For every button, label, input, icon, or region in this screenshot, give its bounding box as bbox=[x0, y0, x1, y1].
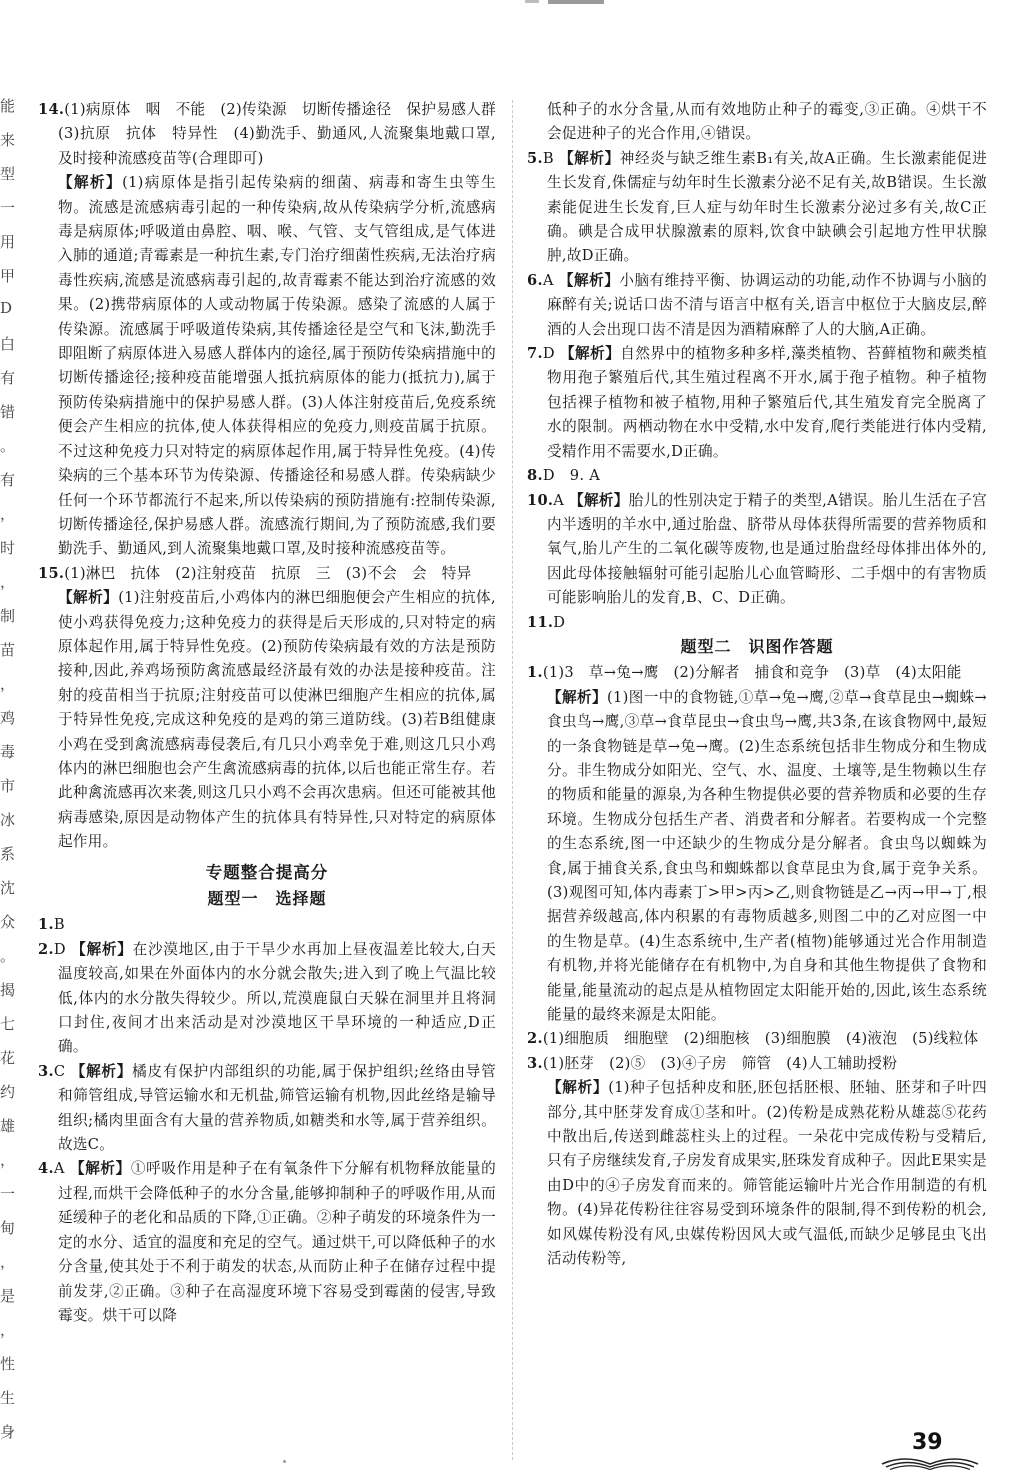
analysis-text: 神经炎与缺乏维生素B₁有关,故A正确。生长激素能促进生长发育,侏儒症与幼年时生长激素分泌不足有关,故B错误。生长激素能促进生长发育,巨人症与幼年时生长激素分泌过多有关,故C正确。碘是合成甲状腺激素的原料,饮食中缺碘会引起地方性甲状腺肿,故D正确。 bbox=[547, 149, 987, 265]
analysis-tag: 【解析】 bbox=[70, 1062, 133, 1080]
answer-text: (1)细胞质 细胞壁 (2)细胞核 (3)细胞膜 (4)液泡 (5)线粒体 bbox=[542, 1030, 979, 1048]
item-number: 2. bbox=[38, 940, 54, 958]
analysis-paragraph bbox=[527, 686, 987, 1028]
analysis-tag: 【解析】 bbox=[69, 1160, 131, 1178]
edge-char: 沈 bbox=[0, 879, 16, 897]
analysis-paragraph bbox=[38, 586, 496, 854]
left-column bbox=[38, 98, 511, 1328]
edge-char: 一 bbox=[0, 1185, 16, 1203]
edge-char: 是 bbox=[0, 1287, 16, 1305]
section-title: 专题整合提高分 bbox=[205, 862, 329, 882]
edge-char: 系 bbox=[0, 845, 16, 863]
answer-text: A bbox=[553, 491, 565, 509]
edge-char: 揭 bbox=[0, 981, 16, 999]
item-number: 15. bbox=[38, 564, 65, 582]
edge-char: ， bbox=[0, 675, 16, 693]
edge-char: 用 bbox=[0, 233, 16, 251]
edge-char: 甸 bbox=[0, 1219, 16, 1237]
edge-char: 七 bbox=[0, 1015, 16, 1033]
edge-char: 能 bbox=[0, 97, 16, 115]
answer-item bbox=[527, 269, 987, 342]
edge-char: 生 bbox=[0, 1389, 16, 1407]
edge-char: 雄 bbox=[0, 1117, 16, 1135]
edge-char: 苗 bbox=[0, 641, 16, 659]
analysis-text: 胎儿的性别决定于精子的类型,A错误。胎儿生活在子宫内半透明的羊水中,通过胎盘、脐带从母体获得所需要的营养物质和氧气,胎儿产生的二氧化碳等废物,也是通过胎盘经母体排出体外的,因此母体接触辐射可能引起胎儿心血管畸形、二手烟中的有害物质可能影响胎儿的发育,B、C、D正确。 bbox=[547, 491, 988, 607]
analysis-tag: 【解析】 bbox=[558, 271, 620, 289]
column-divider bbox=[512, 100, 513, 1460]
item-number: 4. bbox=[38, 1160, 54, 1178]
analysis-tag: 【解析】 bbox=[547, 688, 608, 706]
analysis-text: ①呼吸作用是种子在有氧条件下分解有机物释放能量的过程,而烘干会降低种子的水分含量,能够抑制种子的呼吸作用,从而延缓种子的老化和品质的下降,①正确。②种子萌发的环境条件为一定的水分、适宜的温度和充足的空气。通过烘干,可以降低种子的水分含量,使其处于不利于萌发的状态,从而防止种子在储存过程中提前发芽,②正确。③种子在高湿度环境下容易受到霉菌的侵害,导致霉变。烘干可以降 bbox=[58, 1160, 497, 1324]
analysis-text: 低种子的水分含量,从而有效地防止种子的霉变,③正确。④烘干不会促进种子的光合作用,④错误。 bbox=[547, 101, 987, 143]
answer-item bbox=[527, 489, 987, 611]
edge-char: 有 bbox=[0, 369, 16, 387]
analysis-text: (1)注射疫苗后,小鸡体内的淋巴细胞便会产生相应的抗体,使小鸡获得免疫力;这种免疫力的获得是后天形成的,只对特定的病原体起作用,属于特异性免疫。(2)预防传染病最有效的方法是预防接种,因此,养鸡场预防禽流感最经济最有效的办法是接种疫苗。注射的疫苗相当于抗原;注射疫苗可以使淋巴细胞产生相应的抗体,属于特异性免疫,完成这种免疫的是鸡的第三道防线。(3)若B组健康小鸡在受到禽流感病毒侵袭后,有几只小鸡幸免于难,则这几只小鸡体内的淋巴细胞也会产生禽流感病毒的抗体,以后也能正常生存。若此种禽流感再次来袭,则这几只小鸡不会再次患病。但还可能被其他病毒感染,原因是动物体产生的抗体具有特异性,只对特定的病原体起作用。 bbox=[58, 589, 496, 851]
answer-text: A bbox=[53, 1160, 65, 1178]
item-number: 14. bbox=[38, 101, 65, 118]
analysis-tag: 【解析】 bbox=[71, 940, 133, 958]
answer-text: D 9. A bbox=[542, 467, 601, 485]
edge-char: ， bbox=[0, 1151, 16, 1169]
answer-item bbox=[527, 611, 987, 635]
subsection-title: 题型二 识图作答题 bbox=[680, 636, 834, 656]
analysis-tag: 【解析】 bbox=[58, 589, 119, 607]
answer-item bbox=[38, 1060, 496, 1158]
answer-text: D bbox=[53, 940, 66, 958]
answer-item bbox=[38, 938, 496, 1060]
answer-text: C bbox=[53, 1062, 66, 1080]
open-book-icon bbox=[880, 1450, 980, 1470]
analysis-text: (1)病原体是指引起传染病的细菌、病毒和寄生虫等生物。流感是流感病毒引起的一种传染病,故从传染病学分析,流感病毒是病原体;呼吸道由鼻腔、咽、喉、气管、支气管组成,是气体进入肺的通道;青霉素是一种抗生素,专门治疗细菌性疾病,无法治疗病毒性疾病,流感是流感病毒引起的,故青霉素不能达到治疗流感的效果。(2)携带病原体的人或动物属于传染源。感染了流感的人属于传染源。流感属于呼吸道传染病,其传播途径是空气和飞沫,勤洗手即阻断了病原体进入易感人群体内的途径,属于预防传染病措施中的切断传播途径;接种疫苗能增强人抵抗病原体的能力(抵抗力),属于预防传染病措施中的保护易感人群。(3)人体注射疫苗后,免疫系统便会产生相应的抗体,使人体获得相应的免疫力,则疫苗属于抗原。不过这种免疫力只对特定的病原体起作用,属于特异性免疫。(4)传染病的三个基本环节为传染源、传播途径和易感人群。传染病缺少任何一个环节都流行不起来,所以传染病的预防措施有:控制传染源,切断传播途径,保护易感人群。流感流行期间,为了预防流感,我们要勤洗手、勤通风,到人流聚集地戴口罩,及时接种流感疫苗等。 bbox=[58, 174, 496, 558]
edge-char: 。 bbox=[0, 437, 16, 455]
item-number: 5. bbox=[527, 149, 543, 167]
answer-item bbox=[527, 147, 987, 269]
right-column bbox=[527, 98, 987, 1272]
edge-char: 型 bbox=[0, 165, 16, 183]
edge-char: 有 bbox=[0, 471, 16, 489]
answer-item bbox=[38, 98, 511, 171]
answer-item bbox=[527, 464, 987, 488]
answer-item bbox=[38, 913, 496, 937]
edge-char: 一 bbox=[0, 199, 16, 217]
answer-text: (1)胚芽 (2)⑤ (3)④子房 筛管 (4)人工辅助授粉 bbox=[542, 1054, 898, 1072]
item-number: 2. bbox=[527, 1030, 543, 1048]
left-edge-fragment bbox=[0, 95, 20, 1465]
edge-char: 白 bbox=[0, 335, 16, 353]
analysis-text: (1)图一中的食物链,①草→兔→鹰,②草→食草昆虫→蜘蛛→食虫鸟→鹰,③草→食草昆虫→食虫鸟→鹰,共3条,在该食物网中,最短的一条食物链是草→兔→鹰。(2)生态系统包括非生物成分和生物成分。非生物成分如阳光、空气、水、温度、土壤等,是生物赖以生存的物质和能量的源泉,为各种生物提供必要的营养物质和必要的生存环境。生物成分包括生产者、消费者和分解者。若要构成一个完整的生态系统,图一中还缺少的生物成分是分解者。食虫鸟以蜘蛛为食,属于捕食关系,食虫鸟和蜘蛛都以食草昆虫为食,属于竞争关系。(3)观图可知,体内毒素丁>甲>丙>乙,则食物链是乙→丙→甲→丁,根据营养级越高,体内积累的有毒物质越多,则图二中的乙对应图一中的生物是草。(4)生态系统中,生产者(植物)能够通过光合作用制造有机物,并将光能储存在有机物中,为自身和其他生物提供了食物和能量,能量流动的起点是从植物固定太阳能开始的,因此,该生态系统能量的最终来源是太阳能。 bbox=[547, 688, 988, 1024]
scan-mark bbox=[525, 0, 539, 3]
edge-char: ， bbox=[0, 1253, 16, 1271]
analysis-text: 橘皮有保护内部组织的功能,属于保护组织;丝络由导管和筛管组成,导管运输水和无机盐,筛管运输有机物,因此丝络是输导组织;橘肉里面含有大量的营养物质,如糖类和水等,属于营养组织。故选C。 bbox=[58, 1062, 496, 1154]
analysis-tag: 【解析】 bbox=[547, 1079, 609, 1097]
answer-item bbox=[38, 562, 496, 586]
item-number: 7. bbox=[527, 345, 543, 363]
item-number: 8. bbox=[527, 467, 543, 485]
edge-char: D bbox=[0, 299, 13, 317]
edge-char: 错 bbox=[0, 403, 16, 421]
edge-char: 鸡 bbox=[0, 709, 16, 727]
answer-item bbox=[38, 1157, 496, 1328]
analysis-tag: 【解析】 bbox=[58, 174, 123, 192]
analysis-text: (1)种子包括种皮和胚,胚包括胚根、胚轴、胚芽和子叶四部分,其中胚芽发育成①茎和叶。(2)传粉是成熟花粉从雄蕊⑤花药中散出后,传送到雌蕊柱头上的过程。一朵花中完成传粉与受精后,只有子房继续发育,子房发育成果实,胚珠发育成种子。因此E果实是由D中的④子房发育而来的。筛管能运输叶片光合作用制造的有机物。(4)异花传粉往往容易受到环境条件的限制,得不到传粉的机会,如风媒传粉没有风,虫媒传粉因风大或气温低,而缺少足够昆虫飞出活动传粉等, bbox=[547, 1079, 987, 1268]
item-number: 3. bbox=[527, 1054, 543, 1072]
analysis-text: 自然界中的植物多种多样,藻类植物、苔藓植物和蕨类植物用孢子繁殖后代,其生殖过程离不开水,属于孢子植物。种子植物包括裸子植物和被子植物,用种子繁殖后代,其生殖发育完全脱离了水的限制。两栖动物在水中受精,水中发育,爬行类能进行体内受精,受精作用不需要水,D正确。 bbox=[547, 345, 987, 460]
analysis-paragraph bbox=[527, 98, 987, 147]
edge-char: 众 bbox=[0, 913, 16, 931]
answer-text: B bbox=[542, 149, 554, 167]
item-number: 6. bbox=[527, 271, 543, 289]
analysis-tag: 【解析】 bbox=[569, 491, 629, 509]
analysis-tag: 【解析】 bbox=[559, 345, 621, 363]
edge-char: 时 bbox=[0, 539, 16, 557]
answer-item bbox=[527, 1027, 987, 1051]
scan-speck bbox=[283, 1460, 286, 1463]
edge-char: ， bbox=[0, 505, 16, 523]
edge-char: 毒 bbox=[0, 743, 16, 761]
analysis-text: 小脑有维持平衡、协调运动的功能,动作不协调与小脑的麻醉有关;说话口齿不清与语言中枢有关,语言中枢位于大脑皮层,醉酒的人会出现口齿不清是因为酒精麻醉了人的大脑,A正确。 bbox=[547, 271, 987, 338]
edge-char: ， bbox=[0, 1321, 16, 1339]
answer-text: D bbox=[553, 613, 566, 631]
answer-item bbox=[527, 1052, 987, 1076]
analysis-paragraph bbox=[38, 171, 496, 562]
answer-text: A bbox=[542, 271, 554, 289]
edge-char: 性 bbox=[0, 1355, 16, 1373]
edge-char: 约 bbox=[0, 1083, 16, 1101]
answer-item bbox=[527, 342, 987, 464]
edge-char: 。 bbox=[0, 947, 16, 965]
edge-char: 甲 bbox=[0, 267, 16, 285]
item-number: 1. bbox=[527, 664, 543, 682]
answer-text: (1)病原体 咽 不能 (2)传染源 切断传播途径 保护易感人群 (3)抗原 抗体 特异性 (4)勤洗手、勤通风,人流聚集地戴口罩,及时接种流感疫苗等(合理即可) bbox=[58, 101, 511, 167]
analysis-paragraph bbox=[527, 1076, 987, 1271]
answer-text: D bbox=[542, 345, 555, 363]
item-number: 11. bbox=[527, 613, 554, 631]
edge-char: 市 bbox=[0, 777, 16, 795]
answer-item bbox=[527, 661, 987, 685]
scan-mark bbox=[548, 0, 604, 4]
analysis-text: 在沙漠地区,由于干旱少水再加上昼夜温差比较大,白天温度较高,如果在外面体内的水分就会散失;进入到了晚上气温比较低,体内的水分散失得较少。所以,荒漠鹿鼠白天躲在洞里并且将洞口封住,夜间才出来活动是对沙漠地区干旱环境的一种适应,D正确。 bbox=[58, 940, 497, 1056]
edge-char: 身 bbox=[0, 1423, 16, 1441]
subsection-title: 题型一 选择题 bbox=[207, 889, 327, 908]
analysis-tag: 【解析】 bbox=[559, 149, 620, 167]
page-number: 39 bbox=[912, 1430, 943, 1455]
edge-char: ， bbox=[0, 573, 16, 591]
edge-char: 制 bbox=[0, 607, 16, 625]
answer-text: B bbox=[53, 916, 65, 934]
item-number: 3. bbox=[38, 1062, 54, 1080]
answer-text: (1)3 草→兔→鹰 (2)分解者 捕食和竞争 (3)草 (4)太阳能 bbox=[542, 664, 962, 682]
edge-char: 来 bbox=[0, 131, 16, 149]
answer-text: (1)淋巴 抗体 (2)注射疫苗 抗原 三 (3)不会 会 特异 bbox=[64, 564, 472, 582]
edge-char: 花 bbox=[0, 1049, 16, 1067]
edge-char: 冰 bbox=[0, 811, 16, 829]
item-number: 10. bbox=[527, 491, 554, 509]
item-number: 1. bbox=[38, 916, 54, 934]
